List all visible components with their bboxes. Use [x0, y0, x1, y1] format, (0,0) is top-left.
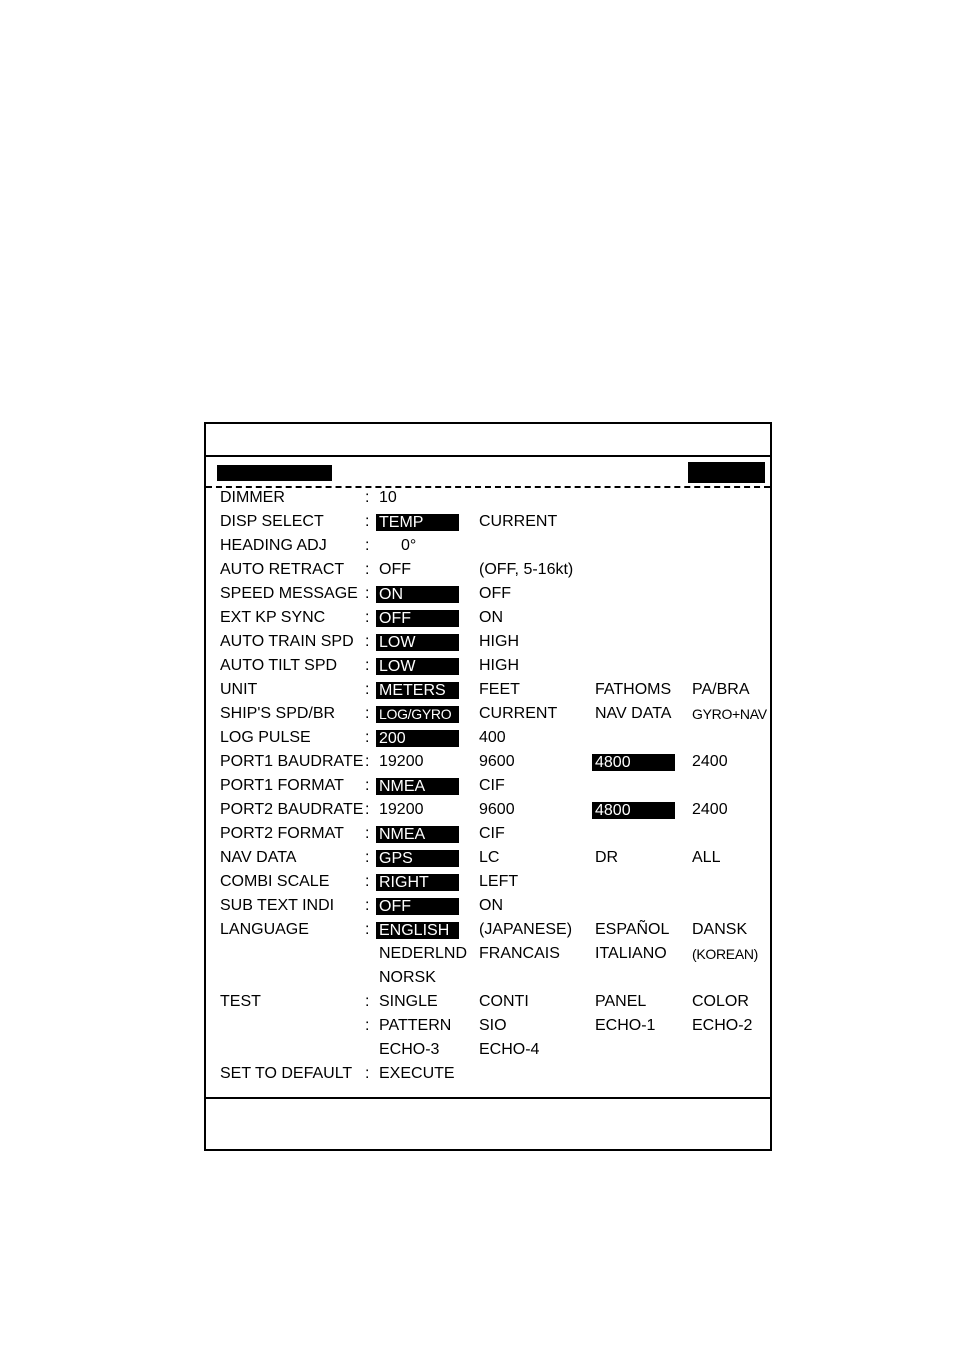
menu-row — [206, 558, 770, 582]
menu-option[interactable]: COLOR — [692, 993, 749, 1010]
colon-separator: : — [365, 633, 370, 650]
menu-row — [206, 726, 770, 750]
menu-option-selected[interactable]: ENGLISH — [376, 922, 459, 939]
menu-option[interactable]: CIF — [479, 777, 505, 794]
menu-option-selected[interactable]: OFF — [376, 610, 459, 627]
menu-row — [206, 798, 770, 822]
title-bar — [206, 424, 770, 457]
menu-row — [206, 894, 770, 918]
menu-row — [206, 582, 770, 606]
menu-row — [206, 630, 770, 654]
menu-option[interactable]: DANSK — [692, 921, 748, 938]
menu-option[interactable]: LEFT — [479, 873, 519, 890]
menu-row — [206, 1062, 770, 1086]
menu-option[interactable]: FATHOMS — [595, 681, 672, 698]
menu-key-tag — [688, 462, 765, 483]
menu-option[interactable]: PATTERN — [379, 1017, 452, 1034]
menu-option-selected[interactable]: NMEA — [376, 778, 459, 795]
menu-option[interactable]: NORSK — [379, 969, 436, 986]
menu-item-label: LANGUAGE — [220, 921, 309, 938]
menu-item-label: HEADING ADJ — [220, 537, 327, 554]
colon-separator: : — [365, 729, 370, 746]
menu-row — [206, 846, 770, 870]
menu-option[interactable]: CONTI — [479, 993, 529, 1010]
menu-item-label: SUB TEXT INDI — [220, 897, 335, 914]
colon-separator: : — [365, 561, 370, 578]
menu-item-label: SPEED MESSAGE — [220, 585, 358, 602]
menu-option-selected[interactable]: LOG/GYRO — [376, 706, 459, 723]
menu-item-label: DIMMER — [220, 489, 285, 506]
menu-option[interactable]: ON — [479, 609, 503, 626]
menu-item-label: PORT1 BAUDRATE — [220, 753, 364, 770]
menu-option[interactable]: 19200 — [379, 753, 424, 770]
menu-item-label: COMBI SCALE — [220, 873, 330, 890]
menu-item-label: EXT KP SYNC — [220, 609, 326, 626]
menu-option-selected[interactable]: GPS — [376, 850, 459, 867]
menu-row — [206, 654, 770, 678]
colon-separator: : — [365, 849, 370, 866]
menu-item-label: NAV DATA — [220, 849, 297, 866]
menu-option-selected[interactable]: ON — [376, 586, 459, 603]
menu-option[interactable]: ITALIANO — [595, 945, 667, 962]
menu-row — [206, 822, 770, 846]
menu-option-selected[interactable]: TEMP — [376, 514, 459, 531]
menu-item-label: DISP SELECT — [220, 513, 324, 530]
menu-row — [206, 750, 770, 774]
menu-item-label: AUTO RETRACT — [220, 561, 345, 578]
menu-option[interactable]: ALL — [692, 849, 721, 866]
menu-option[interactable]: 9600 — [479, 801, 515, 818]
colon-separator: : — [365, 921, 370, 938]
menu-row — [206, 678, 770, 702]
menu-item-label: PORT2 FORMAT — [220, 825, 344, 842]
menu-option[interactable]: EXECUTE — [379, 1065, 455, 1082]
menu-row — [206, 1014, 770, 1038]
menu-option-selected[interactable]: LOW — [376, 634, 459, 651]
menu-option[interactable]: 2400 — [692, 753, 728, 770]
menu-option[interactable]: ECHO-1 — [595, 1017, 656, 1034]
colon-separator: : — [365, 705, 370, 722]
colon-separator: : — [365, 489, 370, 506]
menu-option[interactable]: OFF — [379, 561, 411, 578]
menu-option-selected[interactable]: LOW — [376, 658, 459, 675]
menu-option[interactable]: FEET — [479, 681, 520, 698]
menu-option[interactable]: (JAPANESE) — [479, 921, 573, 938]
menu-name-tag — [217, 465, 332, 481]
menu-option[interactable]: LC — [479, 849, 500, 866]
menu-option[interactable]: ON — [479, 897, 503, 914]
menu-option[interactable]: 0° — [401, 537, 417, 554]
menu-item-label: SET TO DEFAULT — [220, 1065, 353, 1082]
menu-option[interactable]: PANEL — [595, 993, 647, 1010]
menu-item-label: TEST — [220, 993, 261, 1010]
menu-row — [206, 870, 770, 894]
colon-separator: : — [365, 1065, 370, 1082]
colon-separator: : — [365, 681, 370, 698]
menu-row — [206, 918, 770, 942]
menu-option[interactable]: 2400 — [692, 801, 728, 818]
menu-item-label: AUTO TRAIN SPD — [220, 633, 354, 650]
colon-separator: : — [365, 537, 370, 554]
menu-option[interactable]: 9600 — [479, 753, 515, 770]
colon-separator: : — [365, 897, 370, 914]
menu-row — [206, 1038, 770, 1062]
menu-option[interactable]: 19200 — [379, 801, 424, 818]
menu-row — [206, 486, 770, 510]
menu-item-label: PORT2 BAUDRATE — [220, 801, 364, 818]
colon-separator: : — [365, 873, 370, 890]
colon-separator: : — [365, 753, 370, 770]
menu-option[interactable]: HIGH — [479, 657, 519, 674]
menu-row — [206, 702, 770, 726]
menu-option[interactable]: CIF — [479, 825, 505, 842]
menu-item-label: PORT1 FORMAT — [220, 777, 344, 794]
menu-option[interactable]: ESPAÑOL — [595, 921, 670, 938]
colon-separator: : — [365, 657, 370, 674]
menu-row — [206, 534, 770, 558]
menu-option[interactable]: SINGLE — [379, 993, 438, 1010]
menu-option[interactable]: ECHO-3 — [379, 1041, 440, 1058]
menu-option-selected[interactable]: 200 — [376, 730, 459, 747]
menu-option[interactable]: 10 — [379, 489, 397, 506]
menu-option[interactable]: NAV DATA — [595, 705, 672, 722]
menu-option[interactable]: FRANCAIS — [479, 945, 560, 962]
menu-option[interactable]: CURRENT — [479, 513, 558, 530]
colon-separator: : — [365, 609, 370, 626]
menu-option-selected[interactable]: METERS — [376, 682, 459, 699]
colon-separator: : — [365, 777, 370, 794]
colon-separator: : — [365, 585, 370, 602]
menu-option[interactable]: CURRENT — [479, 705, 558, 722]
colon-separator: : — [365, 993, 370, 1010]
menu-option-selected[interactable]: 4800 — [592, 754, 675, 771]
menu-option[interactable]: NEDERLND — [379, 945, 468, 962]
colon-separator: : — [365, 801, 370, 818]
system-menu-panel — [204, 422, 772, 1151]
menu-row — [206, 510, 770, 534]
menu-row — [206, 942, 770, 966]
menu-item-label: SHIP'S SPD/BR — [220, 705, 336, 722]
menu-item-label: LOG PULSE — [220, 729, 311, 746]
menu-option-selected[interactable]: OFF — [376, 898, 459, 915]
menu-option[interactable]: 400 — [479, 729, 506, 746]
menu-row — [206, 606, 770, 630]
colon-separator: : — [365, 825, 370, 842]
menu-item-label: UNIT — [220, 681, 258, 698]
menu-option[interactable]: (KOREAN) — [692, 946, 759, 962]
menu-option[interactable]: ECHO-2 — [692, 1017, 753, 1034]
menu-option[interactable]: PA/BRA — [692, 681, 750, 698]
menu-item-label: AUTO TILT SPD — [220, 657, 338, 674]
menu-option[interactable]: SIO — [479, 1017, 507, 1034]
menu-option[interactable]: DR — [595, 849, 619, 866]
menu-option-selected[interactable]: NMEA — [376, 826, 459, 843]
colon-separator: : — [365, 513, 370, 530]
menu-option[interactable]: HIGH — [479, 633, 519, 650]
menu-row — [206, 990, 770, 1014]
colon-separator: : — [365, 1017, 370, 1034]
menu-option[interactable]: ECHO-4 — [479, 1041, 540, 1058]
menu-option[interactable]: GYRO+NAV — [692, 706, 767, 722]
guidance-bar — [206, 1097, 770, 1099]
menu-option-selected[interactable]: 4800 — [592, 802, 675, 819]
menu-option[interactable]: OFF — [479, 585, 511, 602]
menu-rows — [206, 486, 770, 1086]
menu-option[interactable]: (OFF, 5-16kt) — [479, 561, 574, 578]
menu-row — [206, 966, 770, 990]
menu-option-selected[interactable]: RIGHT — [376, 874, 459, 891]
menu-row — [206, 774, 770, 798]
